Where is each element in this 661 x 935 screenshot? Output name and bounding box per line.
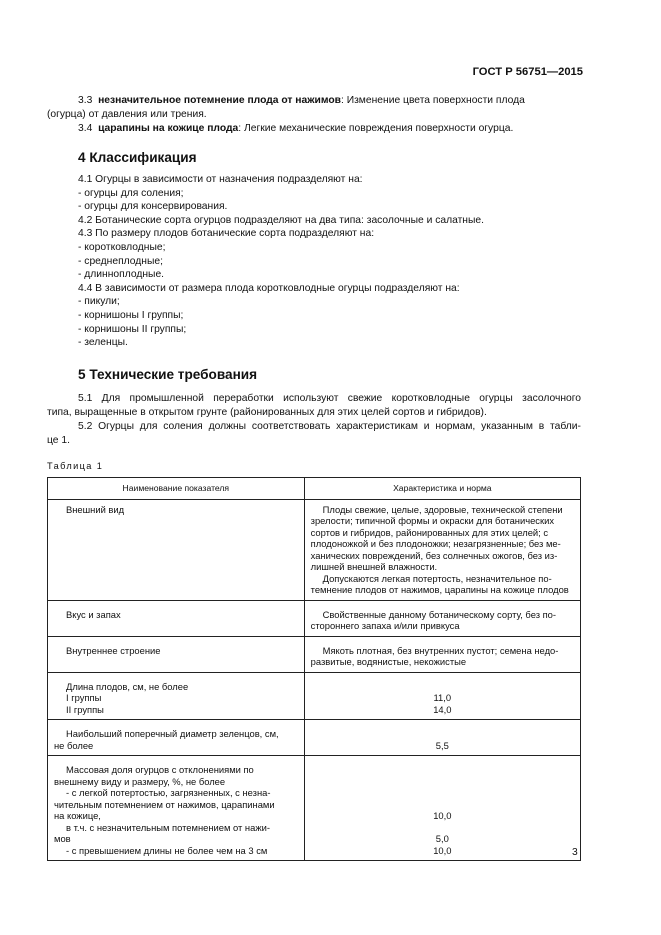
norm-text: лишней внешней влажности.	[310, 561, 438, 572]
norm-value	[311, 822, 574, 834]
norm-cell	[304, 499, 580, 600]
indicator-name: Внешний вид	[66, 503, 125, 515]
indicator-name: Внутреннее строение	[66, 644, 161, 656]
table-caption: Таблица 1	[47, 461, 104, 471]
column-header: Характеристика и норма	[304, 478, 580, 500]
norm-text: сортов и гибридов, районированных для этих целей; с	[310, 526, 549, 538]
indicator-name: II группы	[66, 703, 104, 715]
norm-text: Мякоть плотная, без внутренних пустот; семена недо-	[322, 644, 559, 656]
indicator-name: внешнему виду и размеру, %, не более	[54, 775, 226, 787]
norm-text: плодоножкой и без плодоножки; незагрязненные; без ме-	[310, 538, 561, 549]
indicator-cell	[48, 600, 305, 636]
indicator-cell	[48, 672, 305, 720]
para-5-2-line2: це 1.	[47, 435, 70, 446]
norm-value	[311, 776, 574, 788]
table-row	[48, 720, 581, 756]
section-4-title: 4 Классификация	[78, 150, 197, 165]
norm-value: 5,0	[435, 833, 449, 844]
norm-text: стороннего запаха и/или привкуса	[310, 620, 460, 631]
list-item: - корнишоны I группы;	[78, 309, 184, 321]
list-item: - огурцы для консервирования.	[78, 201, 228, 213]
norm-cell	[304, 636, 580, 672]
indicator-name: чительным потемнением от нажимов, царапинами	[54, 798, 275, 810]
table-row	[48, 672, 581, 720]
indicator-cell	[48, 636, 305, 672]
column-header: Наименование показателя	[48, 478, 305, 500]
paragraph-line: 4.4 В зависимости от размера плода коротковлодные огурцы подразделяют на:	[78, 282, 460, 294]
indicator-name: - с легкой потертостью, загрязненных, с незна-	[66, 787, 271, 798]
norm-cell	[304, 600, 580, 636]
norm-text: Допускаются легкая потертость, незначительное по-	[322, 572, 552, 584]
table-header-row	[48, 478, 581, 500]
requirements-table	[47, 477, 581, 861]
norm-text: зрелости; типичной формы и окраски для ботанических	[310, 515, 555, 526]
term-3-3-continuation: (огурца) от давления или трения.	[47, 109, 207, 120]
norm-value: 10,0	[433, 810, 452, 821]
table-row	[48, 756, 581, 861]
table-row	[48, 636, 581, 672]
norm-value: 14,0	[433, 703, 452, 715]
indicator-name: Наибольший поперечный диаметр зеленцов, см,	[66, 728, 279, 739]
indicator-name: на кожице,	[54, 810, 101, 821]
indicator-name: мов	[54, 833, 71, 844]
norm-value: 11,0	[433, 692, 452, 703]
norm-value	[311, 787, 574, 799]
norm-cell	[304, 756, 580, 861]
indicator-cell	[48, 720, 305, 756]
term-3-4	[78, 122, 513, 136]
norm-cell	[304, 720, 580, 756]
indicator-name: не более	[54, 739, 94, 751]
section-5-title: 5 Технические требования	[78, 367, 258, 382]
indicator-name: Вкус и запах	[66, 608, 121, 620]
document-id: ГОСТ Р 56751—2015	[472, 66, 583, 78]
indicator-cell	[48, 756, 305, 861]
indicator-name: I группы	[66, 692, 102, 703]
para-5-1-line2: типа, выращенные в открытом грунте (районированных для этих целей сортов и гибридов).	[47, 407, 487, 418]
term-name: царапины на кожице плода	[98, 123, 239, 134]
norm-value	[311, 764, 574, 776]
norm-text: развитые, водянистые, некожистые	[310, 656, 467, 667]
list-item: - среднеплодные;	[78, 255, 163, 267]
indicator-name: Длина плодов, см, не более	[66, 680, 189, 692]
list-item: - длинноплодные.	[78, 269, 165, 281]
norm-value: 10,0	[433, 844, 452, 856]
term-number: 3.4	[78, 123, 93, 134]
section-4-body	[78, 173, 484, 350]
term-definition: : Изменение цвета поверхности плода	[340, 95, 525, 106]
list-item: - коротковлодные;	[78, 241, 166, 253]
norm-text: ханических повреждений, без солнечных ожогов, без из-	[310, 549, 558, 561]
norm-value: 5,5	[435, 739, 449, 751]
paragraph-line: 4.1 Огурцы в зависимости от назначения подразделяют на:	[78, 174, 363, 185]
norm-value	[311, 681, 574, 693]
norm-text: темнение плодов от нажимов, царапины на кожице плодов	[310, 584, 569, 595]
term-3-3	[78, 94, 581, 108]
norm-text: Плоды свежие, целые, здоровые, технической степени	[322, 503, 563, 515]
norm-value	[311, 728, 574, 740]
para-5-1-line1: 5.1 Для промышленной переработки используют свежие коротковлодные огурцы засолочного	[78, 393, 581, 404]
paragraph-line: 4.2 Ботанические сорта огурцов подразделяют на два типа: засолочные и салатные.	[78, 214, 484, 226]
term-number: 3.3	[78, 95, 93, 106]
norm-value	[311, 799, 574, 811]
list-item: - пикули;	[78, 296, 120, 308]
norm-text: Свойственные данному ботаническому сорту, без по-	[322, 608, 557, 620]
list-item: - огурцы для соления;	[78, 187, 184, 199]
indicator-cell	[48, 499, 305, 600]
term-name: незначительное потемнение плода от нажимов	[98, 95, 341, 106]
list-item: - корнишоны II группы;	[78, 323, 187, 335]
list-item: - зеленцы.	[78, 337, 128, 349]
table-row	[48, 600, 581, 636]
page-number: 3	[572, 847, 578, 858]
para-5-2-line1: 5.2 Огурцы для соления должны соответствовать характеристикам и нормам, указанным в табли-	[78, 421, 581, 432]
norm-cell	[304, 672, 580, 720]
term-definition: : Легкие механические повреждения поверхности огурца.	[238, 123, 514, 134]
paragraph-line: 4.3 По размеру плодов ботанические сорта подразделяют на:	[78, 228, 375, 240]
indicator-name: Массовая доля огурцов с отклонениями по	[66, 764, 254, 775]
indicator-name: в т.ч. с незначительным потемнением от нажи-	[66, 821, 270, 833]
table-row	[48, 499, 581, 600]
indicator-name: - с превышением длины не более чем на 3 см	[66, 844, 268, 856]
